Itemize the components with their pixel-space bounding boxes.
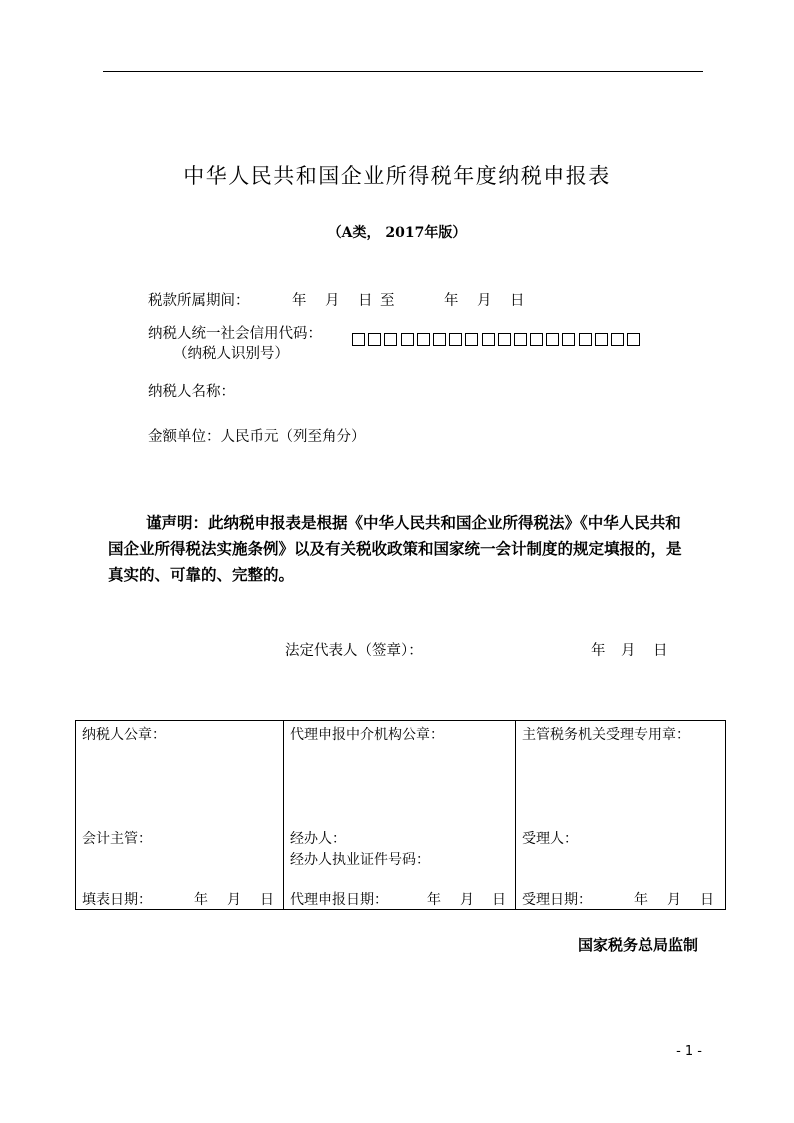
credit-code-box[interactable] — [449, 333, 462, 346]
legal-rep-year: 年 — [591, 643, 606, 659]
credit-code-box[interactable] — [611, 333, 624, 346]
taxpayer-name-label: 纳税人名称： — [148, 384, 235, 400]
tax-authority-seal-label: 主管税务机关受理专用章： — [522, 727, 690, 743]
legal-rep-month: 月 — [621, 643, 636, 659]
tax-authority-cell[interactable] — [516, 721, 726, 910]
taxpayer-seal-cell[interactable] — [76, 721, 284, 910]
accept-date-month: 月 — [667, 892, 681, 908]
agency-date-month: 月 — [460, 892, 474, 908]
fill-date-day: 日 — [260, 892, 274, 908]
agency-date-year: 年 — [427, 892, 441, 908]
supervising-authority: 国家税务总局监制 — [577, 936, 698, 954]
credit-code-box[interactable] — [562, 333, 575, 346]
period-day-1: 日 — [358, 293, 373, 309]
receiver-label: 受理人： — [522, 831, 578, 847]
legal-rep-day: 日 — [653, 643, 668, 659]
credit-code-box[interactable] — [368, 333, 381, 346]
seal-table — [75, 720, 726, 910]
period-month-2: 月 — [477, 293, 492, 309]
period-year-2: 年 — [444, 293, 459, 309]
credit-code-box[interactable] — [546, 333, 559, 346]
period-day-2: 日 — [510, 293, 525, 309]
agent-label: 经办人： — [290, 831, 346, 847]
accept-date-day: 日 — [700, 892, 714, 908]
period-label: 税款所属期间： — [148, 293, 250, 309]
form-subtitle: （A类， 2017年版） — [327, 225, 467, 241]
credit-code-box[interactable] — [482, 333, 495, 346]
period-year-1: 年 — [292, 293, 307, 309]
credit-code-label: 纳税人统一社会信用代码： — [148, 326, 322, 342]
credit-code-box[interactable] — [465, 333, 478, 346]
credit-code-box[interactable] — [417, 333, 430, 346]
taxpayer-seal-label: 纳税人公章： — [82, 727, 166, 743]
fill-date-month: 月 — [227, 892, 241, 908]
credit-code-box[interactable] — [530, 333, 543, 346]
fill-date-year: 年 — [194, 892, 208, 908]
credit-code-box[interactable] — [352, 333, 365, 346]
period-month-1: 月 — [325, 293, 340, 309]
agency-date-label: 代理申报日期： — [290, 892, 388, 908]
accept-date-label: 受理日期： — [522, 892, 592, 908]
credit-code-box[interactable] — [401, 333, 414, 346]
declaration-text: 谨声明：此纳税申报表是根据《中华人民共和国企业所得税法》《中华人民共和国企业所得税法实施条例》以及有关税收政策和国家统一会计制度的规定填报的，是真实的、可靠的、完整的。 — [108, 513, 682, 584]
credit-code-box[interactable] — [595, 333, 608, 346]
credit-code-boxes[interactable] — [352, 333, 640, 346]
agency-date-day: 日 — [492, 892, 506, 908]
legal-rep-label: 法定代表人（签章）： — [285, 643, 423, 659]
period-to: 至 — [380, 293, 395, 309]
form-title: 中华人民共和国企业所得税年度纳税申报表 — [183, 164, 611, 188]
agency-seal-label: 代理申报中介机构公章： — [290, 727, 444, 743]
credit-code-box[interactable] — [579, 333, 592, 346]
credit-code-box[interactable] — [498, 333, 511, 346]
credit-code-box[interactable] — [433, 333, 446, 346]
agent-cert-label: 经办人执业证件号码： — [290, 852, 430, 868]
currency-unit: 金额单位：人民币元（列至角分） — [148, 429, 366, 445]
header-rule — [103, 71, 703, 72]
credit-code-box[interactable] — [627, 333, 640, 346]
page-number: - 1 - — [676, 1044, 702, 1059]
accept-date-year: 年 — [634, 892, 648, 908]
declaration — [108, 510, 693, 588]
accountant-label: 会计主管： — [82, 831, 152, 847]
fill-date-label: 填表日期： — [82, 892, 152, 908]
credit-code-box[interactable] — [514, 333, 527, 346]
agency-seal-cell[interactable] — [284, 721, 516, 910]
credit-code-box[interactable] — [384, 333, 397, 346]
credit-code-sublabel: （纳税人识别号） — [173, 346, 289, 362]
